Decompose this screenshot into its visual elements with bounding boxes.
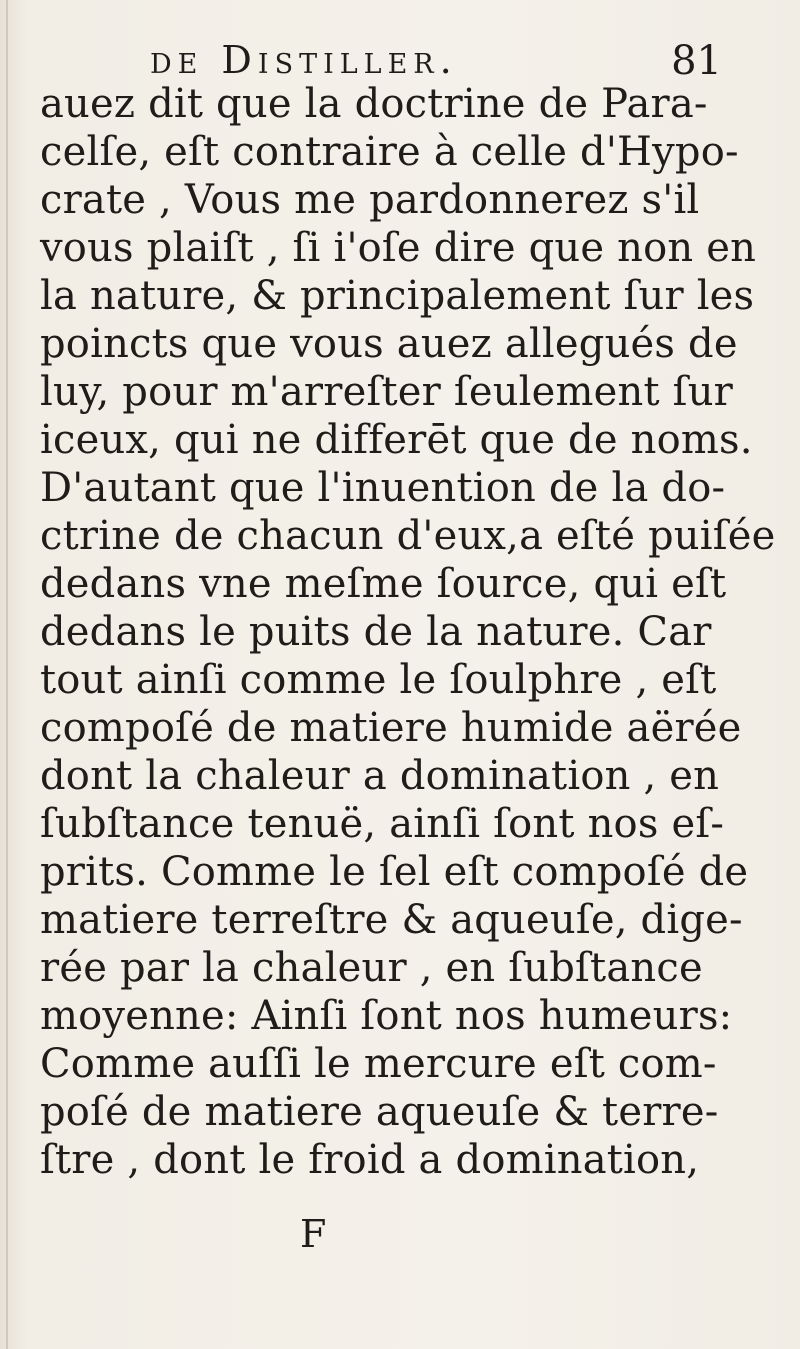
text-line: Comme auſſi le mercure eſt com-: [40, 1041, 717, 1087]
text-line: dedans le puits de la nature. Car: [40, 609, 712, 655]
signature-mark: F: [300, 1212, 327, 1256]
text-line: matiere terreſtre & aqueuſe, dige-: [40, 897, 743, 943]
text-line: la nature, & principalement ſur les: [40, 273, 755, 319]
text-line: ctrine de chacun d'eux,a eſté puiſée: [40, 513, 776, 559]
text-line: crate , Vous me pardonnerez s'il: [40, 177, 700, 223]
running-title: de Distiller.: [150, 38, 458, 82]
text-line: moyenne: Ainſi ſont nos humeurs:: [40, 993, 733, 1039]
text-line: rée par la chaleur , en ſubſtance: [40, 945, 703, 991]
text-line: vous plaiſt , ſi i'oſe dire que non en: [40, 225, 757, 271]
text-line: poſé de matiere aqueuſe & terre-: [40, 1089, 719, 1135]
text-line: compoſé de matiere humide aërée: [40, 705, 742, 751]
text-line: luy, pour m'arreſter ſeulement ſur: [40, 369, 733, 415]
gutter-edge: [6, 0, 8, 1349]
text-line: dont la chaleur a domination , en: [40, 753, 720, 799]
text-line: celſe, eſt contraire à celle d'Hypo-: [40, 129, 739, 175]
text-line: D'autant que l'inuention de la do-: [40, 465, 726, 511]
text-line: dedans vne meſme ſource, qui eſt: [40, 561, 727, 607]
text-line: ſubſtance tenuë, ainſi ſont nos eſ-: [40, 801, 725, 847]
text-line: auez dit que la doctrine de Para-: [40, 81, 708, 127]
text-line: ſtre , dont le froid a domination,: [40, 1137, 700, 1183]
text-line: poincts que vous auez allegués de: [40, 321, 738, 367]
body-text: [40, 80, 776, 1184]
page-number: 81: [671, 38, 722, 84]
text-line: iceux, qui ne differēt que de noms.: [40, 417, 753, 463]
text-line: prits. Comme le ſel eſt compoſé de: [40, 849, 749, 895]
text-line: tout ainſi comme le ſoulphre , eſt: [40, 657, 717, 703]
